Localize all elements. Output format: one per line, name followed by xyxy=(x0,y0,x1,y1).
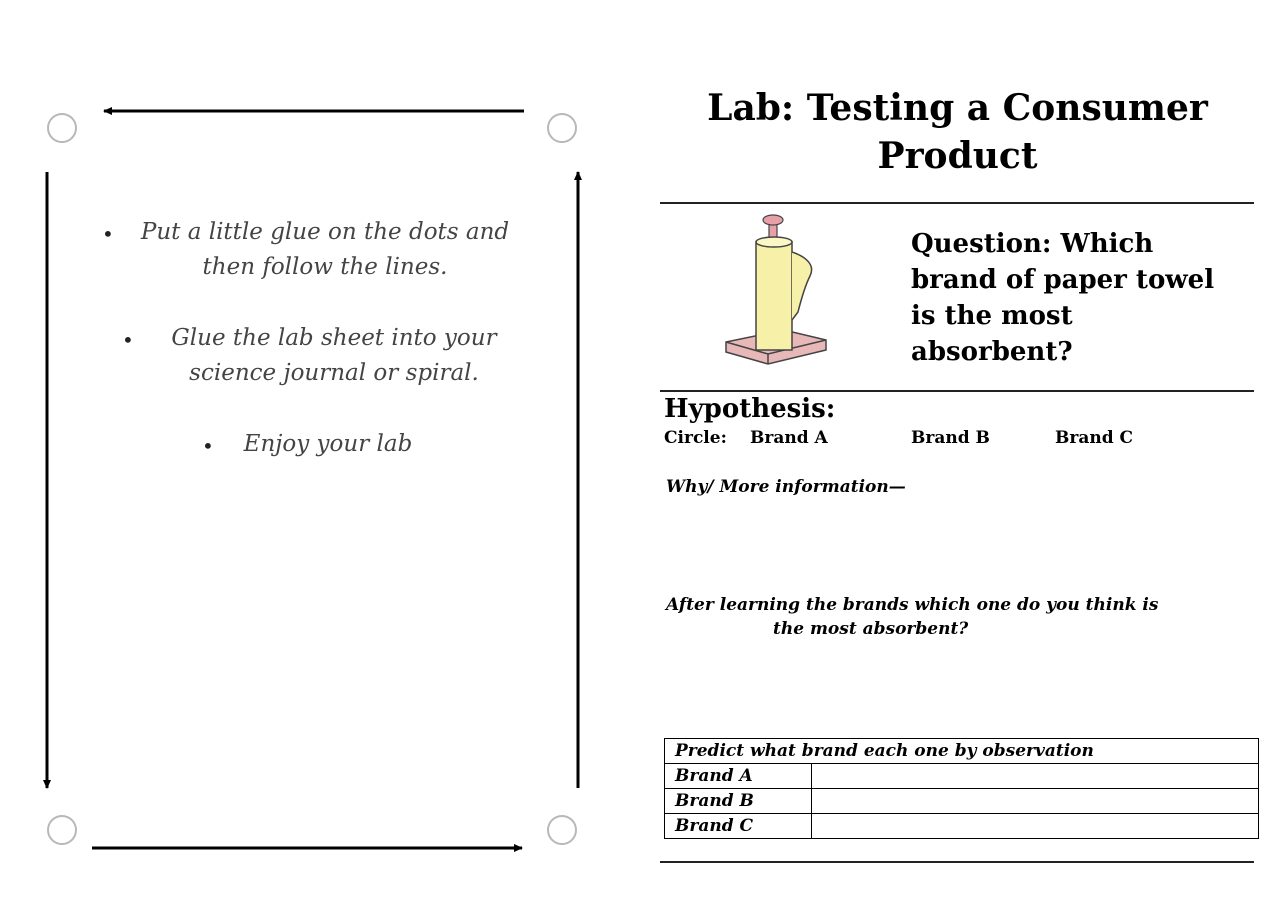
hypothesis-option-brand-c[interactable]: Brand C xyxy=(1055,428,1134,448)
hypothesis-title: Hypothesis: xyxy=(664,394,836,424)
hypothesis-option-brand-b[interactable]: Brand B xyxy=(911,428,990,448)
bullet: • xyxy=(122,328,134,352)
circle-label: Circle: xyxy=(664,428,727,448)
answer-cell-brand-a[interactable] xyxy=(812,764,1259,789)
table-row xyxy=(665,789,1259,814)
bullet: • xyxy=(202,434,214,458)
why-more-information-label: Why/ More information— xyxy=(666,477,906,497)
divider xyxy=(660,202,1254,204)
question-text: Question: Which brand of paper towel is the most absorbent? xyxy=(911,229,1215,367)
table-row xyxy=(665,764,1259,789)
page-title: Lab: Testing a Consumer Product xyxy=(707,87,1208,177)
divider xyxy=(660,390,1254,392)
row-label-brand-a: Brand A xyxy=(665,764,812,789)
table-header-row xyxy=(665,739,1259,764)
instruction-2: • Glue the lab sheet into your science journal or spiral. xyxy=(122,325,497,386)
bullet: • xyxy=(102,222,114,246)
row-label-brand-b: Brand B xyxy=(665,789,812,814)
paper-towel-holder-icon xyxy=(718,212,830,372)
after-learning-prompt-line2: the most absorbent? xyxy=(773,619,969,639)
predict-table-header: Predict what brand each one by observation xyxy=(665,739,1259,764)
answer-cell-brand-c[interactable] xyxy=(812,814,1259,839)
instruction-1: • Put a little glue on the dots and then follow the lines. xyxy=(102,219,510,280)
table-row xyxy=(665,814,1259,839)
instruction-3: • Enjoy your lab xyxy=(100,427,530,462)
divider xyxy=(660,861,1254,863)
predict-table xyxy=(664,738,1259,839)
hypothesis-option-brand-a[interactable]: Brand A xyxy=(750,428,828,448)
after-learning-prompt-line1: After learning the brands which one do you think is xyxy=(666,595,1159,615)
answer-cell-brand-b[interactable] xyxy=(812,789,1259,814)
row-label-brand-c: Brand C xyxy=(665,814,812,839)
